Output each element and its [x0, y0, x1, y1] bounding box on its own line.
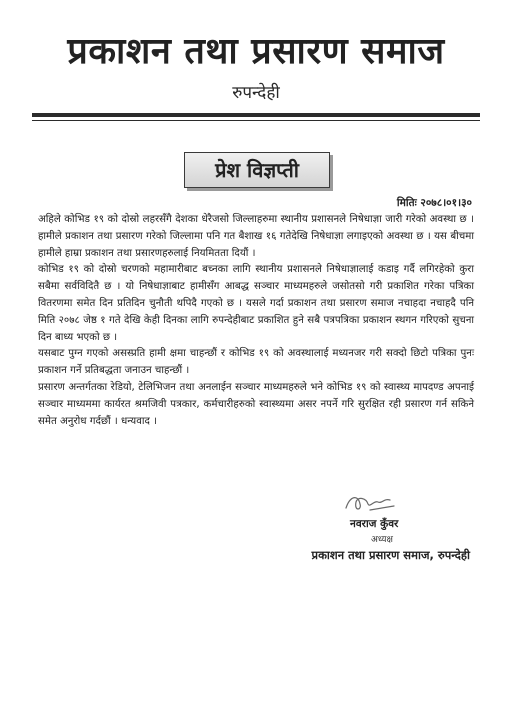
press-release-heading: प्रेश विज्ञप्ती — [184, 152, 330, 188]
handwritten-signature — [340, 490, 400, 516]
signer-organization: प्रकाशन तथा प्रसारण समाज, रुपन्देही — [311, 548, 470, 562]
paragraph: कोभिड १९ को दोस्रो चरणको महामारीबाट बच्नका लागि स्थानीय प्रशासनले निषेधाज्ञालाई कडाइ गर्दै लगिरहेको कुरा सबैमा सर्वविदितै छ । यो निषेधाज्ञाबाट हामीसँग आबद्ध सञ्चार माध्यमहरुले जसोतसो गरी प्रकाशित गरेका पत्रिका वितरणमा समेत दिन प्रतिदिन चुनौती थपिदै गएको छ । यसले गर्दा प्रकाशन तथा प्रसारण समाज नचाहदा नचाहदै पनि मिति २०७८ जेष्ठ १ गते देखि केही दिनका लागि रुपन्देहीबाट प्रकाशित हुने सबै पत्रपत्रिका प्रकाशन स्थगन गरिएको सुचना दिन बाध्य भएको छ । — [38, 264, 474, 343]
date-label: मितिः — [396, 197, 417, 209]
date-line — [397, 196, 472, 210]
signer-role: अध्यक्ष — [371, 535, 393, 545]
signer-name: नवराज कुँवर — [350, 518, 399, 530]
paragraph: प्रसारण अन्तर्गतका रेडियो, टेलिभिजन तथा अनलाईन सञ्चार माध्यमहरुले भने कोभिड १९ को स्वास्थ्य मापदण्ड अपनाई सञ्चार माध्यममा कार्यरत श्रमजिवी पत्रकार, कर्मचारीहरुको स्वास्थ्यमा असर नपर्ने गरि सुरक्षित रही प्रसारण गर्न सकिने समेत अनुरोध गर्दछौं । धन्यवाद । — [38, 381, 474, 427]
header-rule-thick — [32, 113, 480, 117]
org-location: रुपन्देही — [232, 83, 280, 103]
notice-body — [38, 212, 474, 430]
paragraph: यसबाट पुग्न गएको असस्प्रति हामी क्षमा चाहन्छौं र कोभिड १९ को अवस्थालाई मध्यनजर गरी सक्दो छिटो पत्रिका पुनः प्रकाशन गर्ने प्रतिबद्धता जनाउन चाहन्छौं । — [38, 348, 474, 377]
paragraph: अहिले कोभिड १९ को दोस्रो लहरसँगै देशका धेरैजसो जिल्लाहरुमा स्थानीय प्रशासनले निषेधाज्ञा जारी गरेको अवस्था छ । हामीले प्रकाशन तथा प्रसारण गरेको जिल्लामा पनि गत बैशाख १६ गतेदेखि निषेधाज्ञा लगाइएको अवस्था छ । यस बीचमा हामीले हाम्रा प्रकाशन तथा प्रसारणहरुलाई नियमितता दियौं । — [38, 214, 474, 259]
date-value: २०७८।०१।३० — [420, 197, 472, 209]
org-name: प्रकाशन तथा प्रसारण समाज — [67, 31, 445, 72]
header-rule-thin — [32, 120, 480, 121]
